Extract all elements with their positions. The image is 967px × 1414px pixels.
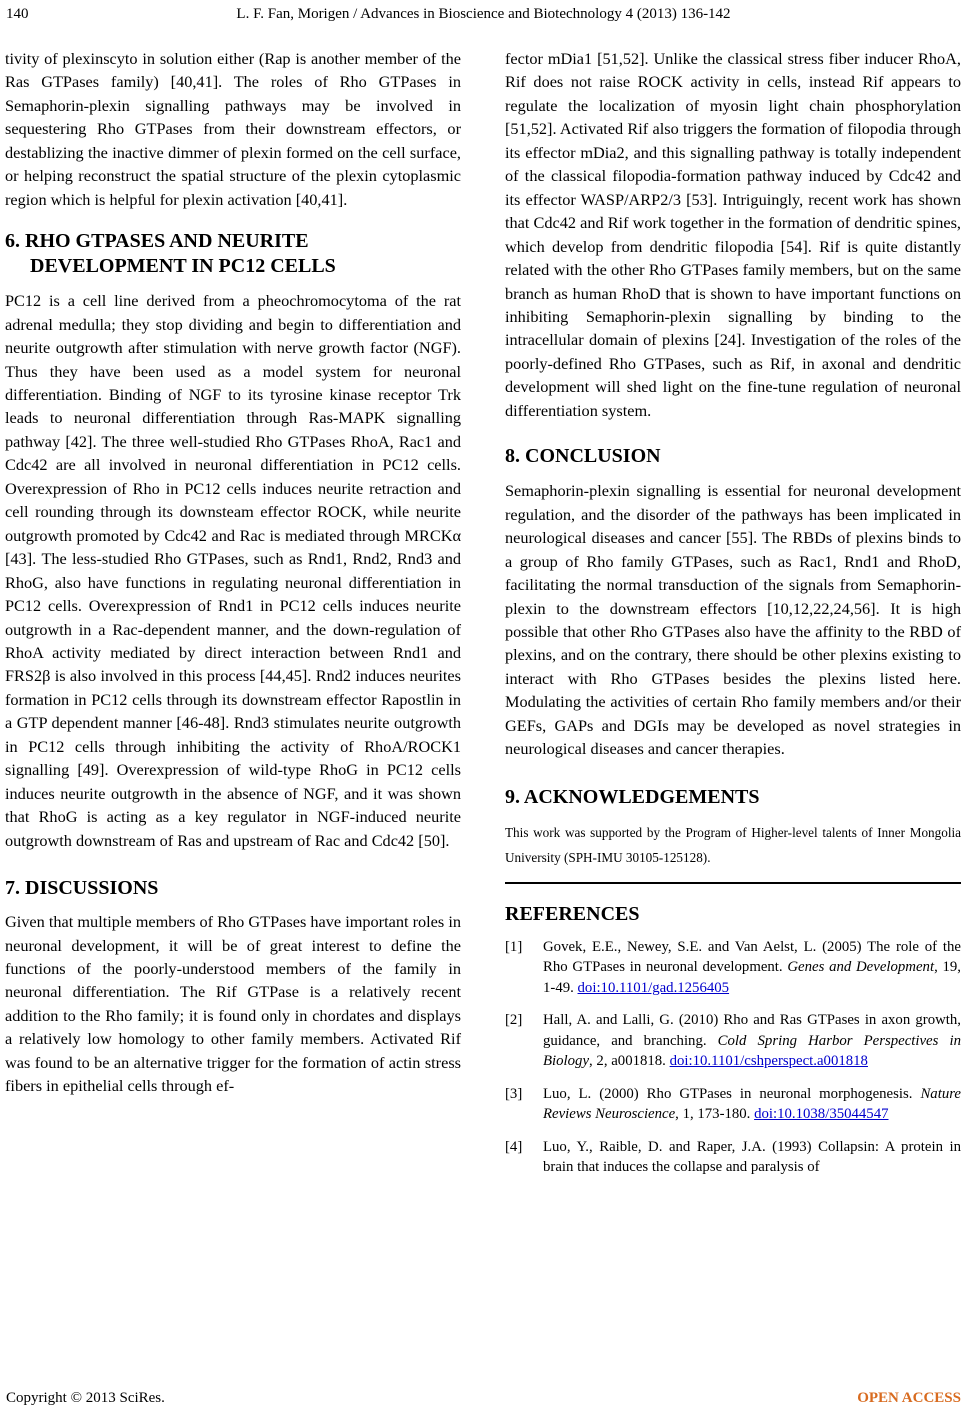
reference-journal: Cold Spring Harbor Perspectives in Biology [543, 1032, 961, 1070]
section-8-heading: 8. CONCLUSION [505, 445, 661, 468]
continued-paragraph: fector mDia1 [51,52]. Unlike the classical stress fiber inducer RhoA, Rif does not raise ROCK activity in cells, instead Rif appears to regulate the localization of myosin light chain phosphorylation [51,52]. Activated Rif also triggers the formation of filopodia through its effector mDia2, and this signalling pathway is totally independent of the classical filopodia-formation pathway induced by Cdc42 and its effector WASP/ARP2/3 [53]. Intriguingly, recent work has shown that Cdc42 and Rif work together in the formation of dendritic spines, which develop from dendritic filopodia [54]. Rif is quite distantly related with the other Rho GTPases family members, but on the same branch as human RhoD that is shown to have important functions on inhibiting Semaphorin-plexin signalling by binding to the intracellular domain of plexins [24]. Investigation of the roles of the poorly-defined Rho GTPases, such as Rif, in axonal and dendritic development will shed light on the fine-tune regulation of neuronal differentiation system. [505, 49, 961, 420]
page-number: 140 [6, 6, 29, 22]
section-7-paragraph: Given that multiple members of Rho GTPases have important roles in neuronal development, it will be of great interest to define the functions of the poorly-understood members of the family in neuronal differentiation. The Rif GTPase is a relatively recent addition to the Rho family; it is found only in chordates and displays a relatively low homology to other family members. Activated Rif was found to be an alternative trigger for the formation of actin stress fibers in epithelial cells through ef- [5, 912, 461, 1096]
reference-text: Govek, E.E., Newey, S.E. and Van Aelst, L. (2005) The role of the Rho GTPases in neuronal development. Genes and Development, 19, 1-49. doi:10.1101/gad.1256405 [543, 938, 961, 996]
section-9-heading: 9. ACKNOWLEDGEMENTS [505, 785, 760, 808]
section-6-heading: 6. RHO GTPASES AND NEURITE DEVELOPMENT IN PC12 CELLS [5, 230, 336, 278]
reference-number: [3] [505, 1085, 523, 1102]
left-column [5, 47, 461, 1098]
page-footer [0, 1390, 967, 1412]
doi-link[interactable]: doi:10.1101/cshperspect.a001818 [669, 1053, 868, 1070]
reference-number: [4] [505, 1138, 523, 1155]
doi-link[interactable]: doi:10.1101/gad.1256405 [577, 979, 730, 996]
reference-text: Luo, Y., Raible, D. and Raper, J.A. (1993) Collapsin: A protein in brain that induces the collapse and paralysis of [543, 1138, 961, 1176]
section-7-heading: 7. DISCUSSIONS [5, 877, 159, 900]
right-column [505, 47, 961, 1190]
reference-item [505, 1010, 961, 1072]
reference-list [505, 937, 961, 1178]
open-access-label: OPEN ACCESS [857, 1390, 961, 1406]
reference-journal: Nature Reviews Neuroscience [543, 1085, 961, 1123]
doi-link[interactable]: doi:10.1038/35044547 [754, 1106, 889, 1123]
copyright-notice: Copyright © 2013 SciRes. [6, 1390, 165, 1406]
intro-paragraph: tivity of plexinscyto in solution either (Rap is another member of the Ras GTPases family) [40,41]. The roles of Rho GTPases in Semaphorin-plexin signalling pathways may be involved in sequestering Rho GTPases from their downstream effectors, or destablizing the inactive dimmer of plexin formed on the cell surface, or helping reconstruct the spatial structure of the plexin cytoplasmic region which is helpful for plexin activation [40,41]. [5, 49, 461, 209]
reference-item [505, 1137, 961, 1178]
reference-number: [2] [505, 1012, 523, 1029]
reference-journal: Genes and Development [787, 959, 935, 976]
reference-number: [1] [505, 938, 523, 955]
section-6-paragraph: PC12 is a cell line derived from a pheochromocytoma of the rat adrenal medulla; they stop dividing and begin to differentiation and neurite outgrowth after stimulation with nerve growth factor (NGF). Thus they have been used as a model system for neuronal differentiation. Binding of NGF to its tyrosine kinase receptor Trk leads to neuronal differentiation through Ras-MAPK signalling pathway [42]. The three well-studied Rho GTPases RhoA, Rac1 and Cdc42 are all involved in neuronal differentiation in PC12 cells. Overexpression of Rho in PC12 cells induces neurite retraction and cell rounding through its downsteam effector ROCK, while neurite outgrowth promoted by Cdc42 and Rac is mediated through MRCKα [43]. The less-studied Rho GTPases, such as Rnd1, Rnd2, Rnd3 and RhoG, also have functions in regulating neuronal differentiation in PC12 cells. Overexpression of Rnd1 in PC12 cells induces neurite outgrowth in a Rac-dependent manner, and the down-regulation of RhoA activity mediated by direct interaction between Rnd1 and FRS2β is also involved in this process [44,45]. Rnd2 induces neurites formation in PC12 cells through its downstream effector Rapostlin in a GTP dependent manner [46-48]. Rnd3 stimulates neurite outgrowth in PC12 cells through inhibiting the activity of RhoA/ROCK1 signalling [49]. Overexpression of wild-type RhoG in PC12 cells induces neurite outgrowth in the absence of NGF, and it was shown that RhoG is acting as a key regulator in NGF-induced neurite outgrowth downstream of Ras and upstream of Rac and Cdc42 [50]. [5, 291, 461, 850]
reference-text: Luo, L. (2000) Rho GTPases in neuronal morphogenesis. Nature Reviews Neuroscience, 1, 173-180. doi:10.1038/35044547 [543, 1085, 961, 1123]
running-title: L. F. Fan, Morigen / Advances in Bioscience and Biotechnology 4 (2013) 136-142 [236, 6, 731, 22]
references-heading: REFERENCES [505, 902, 640, 925]
reference-text: Hall, A. and Lalli, G. (2010) Rho and Ras GTPases in axon growth, guidance, and branching. Cold Spring Harbor Perspectives in Biology, 2, a001818. doi:10.1101/cshperspect.a001818 [543, 1012, 961, 1070]
acknowledgements-paragraph: This work was supported by the Program of Higher-level talents of Inner Mongolia University (SPH-IMU 30105-125128). [505, 824, 961, 865]
reference-item [505, 1084, 961, 1125]
divider [505, 882, 961, 884]
reference-item [505, 937, 961, 999]
section-8-paragraph: Semaphorin-plexin signalling is essential for neuronal development regulation, and the disorder of the pathways has been implicated in neurological diseases and cancer [55]. The RBDs of plexins binds to a group of Rho family GTPases, such as Rac1, Rnd1 and RhoD, facilitating the normal transduction of the signals from Semaphorin-plexin to the downstream effectors [10,12,22,24,56]. It is high possible that other Rho GTPases also have the affinity to the RBD of plexins, and on the contrary, there should be other plexins existing to interact with Rho GTPases besides the plexins listed here. Modulating the activities of certain Rho family members and/or their GEFs, GAPs and DGIs may be developed as novel strategies in neurological diseases and cancer therapies. [505, 481, 961, 759]
page-header [0, 0, 967, 30]
